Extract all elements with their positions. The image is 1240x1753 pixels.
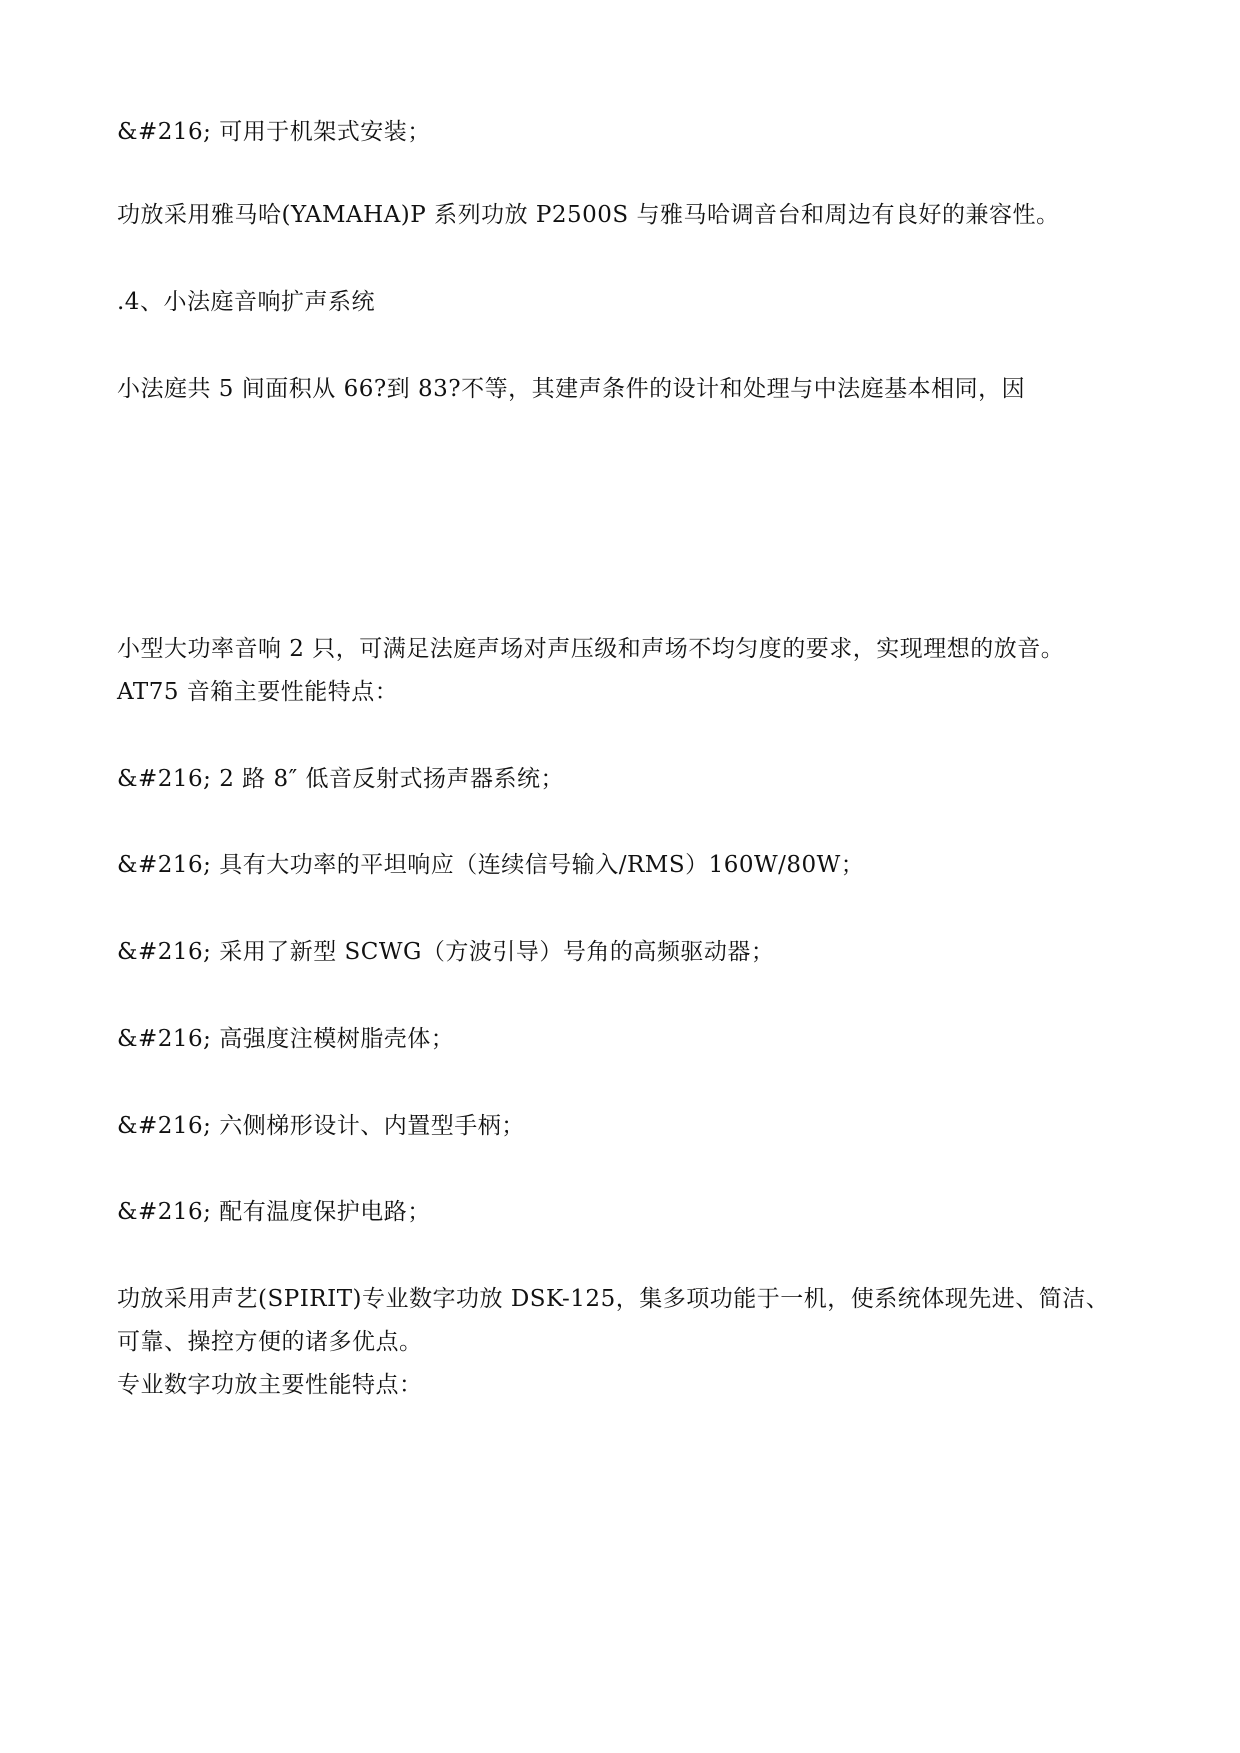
bullet-thermal-protection: &#216; 配有温度保护电路； [117,1199,431,1225]
paragraph-amplifier-spirit-line1: 功放采用声艺(SPIRIT)专业数字功放 DSK-125，集多项功能于一机，使系统体现先进、简洁、 [117,1286,1110,1312]
digital-amp-features-heading: 专业数字功放主要性能特点： [117,1372,423,1398]
section-heading-small-court: .4、小法庭音响扩声系统 [117,289,375,315]
bullet-2way-bass-reflex: &#216; 2 路 8″ 低音反射式扬声器系统； [117,766,564,792]
paragraph-speaker-count: 小型大功率音响 2 只，可满足法庭声场对声压级和声场不均匀度的要求，实现理想的放音。 [117,636,1065,662]
bullet-flat-response: &#216; 具有大功率的平坦响应（连续信号输入/RMS）160W/80W； [117,852,865,878]
bullet-resin-enclosure: &#216; 高强度注模树脂壳体； [117,1026,455,1052]
paragraph-amplifier-spirit-line2: 可靠、操控方便的诸多优点。 [117,1329,423,1355]
bullet-trapezoid-handle: &#216; 六侧梯形设计、内置型手柄； [117,1113,525,1139]
paragraph-small-court-intro: 小法庭共 5 间面积从 66?到 83?不等，其建声条件的设计和处理与中法庭基本相同，因 [117,376,1026,402]
at75-features-heading: AT75 音箱主要性能特点： [117,679,399,705]
bullet-scwg-horn: &#216; 采用了新型 SCWG（方波引导）号角的高频驱动器； [117,939,775,965]
paragraph-amplifier-yamaha: 功放采用雅马哈(YAMAHA)P 系列功放 P2500S 与雅马哈调音台和周边有良好的兼容性。 [117,202,1060,228]
bullet-rack-mount: &#216; 可用于机架式安装； [117,119,431,145]
